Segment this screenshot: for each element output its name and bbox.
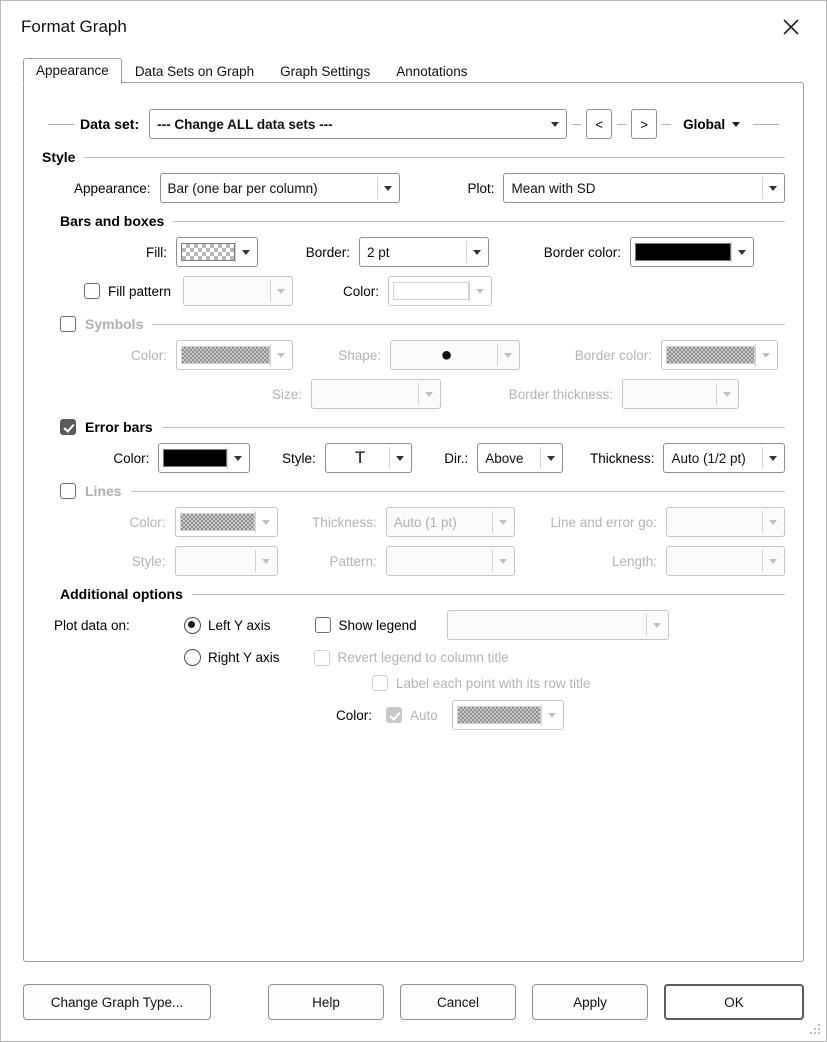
fill-swatch xyxy=(181,243,235,261)
symbol-color-swatch xyxy=(181,346,270,364)
chevron-down-icon xyxy=(653,623,661,628)
plot-value: Mean with SD xyxy=(511,180,596,196)
scope-dropdown-button[interactable] xyxy=(676,109,747,139)
resize-grip[interactable] xyxy=(809,1024,821,1036)
line-style-select[interactable] xyxy=(175,546,278,576)
group-rule xyxy=(131,491,785,492)
border-color-combo[interactable] xyxy=(630,237,754,267)
additional-row-3 xyxy=(42,675,785,691)
bars-group-title: Bars and boxes xyxy=(60,213,165,229)
auto-color-swatch xyxy=(457,706,541,724)
pattern-color-swatch xyxy=(393,282,469,300)
line-color-label: Color: xyxy=(129,514,166,530)
plot-label: Plot: xyxy=(467,180,495,196)
auto-label: Auto xyxy=(410,707,438,723)
rule-mid-2 xyxy=(617,124,626,125)
dataset-select-value: --- Change ALL data sets --- xyxy=(157,116,333,132)
fill-label: Fill: xyxy=(146,244,167,260)
rule-right xyxy=(753,124,779,125)
error-bars-checkbox[interactable] xyxy=(60,419,76,435)
label-each-point-checkbox[interactable] xyxy=(372,675,388,691)
group-rule xyxy=(152,324,785,325)
error-bar-color-swatch xyxy=(163,449,227,467)
legend-select[interactable] xyxy=(447,610,669,640)
error-bars-group-title: Error bars xyxy=(85,419,153,435)
group-rule xyxy=(173,221,785,222)
group-rule xyxy=(192,594,785,595)
chevron-down-icon xyxy=(384,186,392,191)
apply-button[interactable]: Apply xyxy=(532,984,648,1020)
lines-row-2 xyxy=(42,546,785,576)
left-y-axis-label: Left Y axis xyxy=(208,617,271,633)
error-bar-style-value: T xyxy=(354,448,366,467)
error-bar-color-combo[interactable] xyxy=(158,443,250,473)
border-color-label: Border color: xyxy=(543,244,621,260)
chevron-down-icon xyxy=(547,456,555,461)
right-y-axis-radio[interactable] xyxy=(184,649,201,666)
chevron-down-icon xyxy=(769,186,777,191)
chevron-down-icon xyxy=(504,353,512,358)
dataset-label: Data set: xyxy=(80,116,140,132)
appearance-label: Appearance: xyxy=(73,180,151,196)
auto-color-combo[interactable] xyxy=(452,700,564,730)
line-thickness-value: Auto (1 pt) xyxy=(393,514,457,530)
pattern-color-label: Color: xyxy=(343,283,380,299)
chevron-down-icon xyxy=(723,392,731,397)
border-label: Border: xyxy=(305,244,350,260)
revert-legend-checkbox[interactable] xyxy=(314,650,330,666)
plot-select[interactable] xyxy=(503,173,785,203)
line-pattern-select[interactable] xyxy=(386,546,515,576)
chevron-down-icon xyxy=(769,520,777,525)
tab-appearance[interactable]: Appearance xyxy=(23,58,122,84)
lines-group xyxy=(42,483,785,576)
line-color-swatch xyxy=(180,513,255,531)
bars-row-1 xyxy=(42,237,785,267)
auto-color-checkbox[interactable] xyxy=(386,707,402,723)
group-rule xyxy=(84,157,785,158)
symbol-color-label: Color: xyxy=(130,347,167,363)
error-bar-thickness-label: Thickness: xyxy=(589,450,655,466)
next-dataset-button[interactable]: > xyxy=(631,109,657,139)
tab-graph-settings[interactable]: Graph Settings xyxy=(280,64,371,79)
dialog-footer xyxy=(1,963,826,1041)
symbols-row-2 xyxy=(42,379,785,409)
chevron-down-icon xyxy=(499,520,507,525)
symbol-size-select[interactable] xyxy=(311,379,441,409)
rule-mid-1 xyxy=(572,124,581,125)
error-bar-style-select[interactable] xyxy=(325,443,413,473)
symbol-border-thickness-select[interactable] xyxy=(622,379,739,409)
chevron-down-icon xyxy=(738,250,746,255)
symbol-color-combo[interactable] xyxy=(176,340,293,370)
error-bar-thickness-select[interactable] xyxy=(663,443,785,473)
line-length-select[interactable] xyxy=(666,546,785,576)
line-pattern-label: Pattern: xyxy=(329,553,377,569)
symbol-shape-label: Shape: xyxy=(338,347,381,363)
chevron-down-icon xyxy=(732,122,740,127)
error-bar-dir-select[interactable] xyxy=(477,443,563,473)
symbols-checkbox[interactable] xyxy=(60,316,76,332)
chevron-down-icon xyxy=(234,456,242,461)
symbol-size-label: Size: xyxy=(271,386,302,402)
rule-mid-3 xyxy=(662,124,671,125)
chevron-down-icon xyxy=(396,456,404,461)
chevron-down-icon xyxy=(262,559,270,564)
additional-row-2 xyxy=(42,649,785,666)
show-legend-checkbox[interactable] xyxy=(315,617,331,633)
line-and-error-go-select[interactable] xyxy=(666,507,785,537)
lines-group-title: Lines xyxy=(85,483,122,499)
chevron-down-icon xyxy=(473,250,481,255)
show-legend-label: Show legend xyxy=(338,617,417,633)
fill-pattern-checkbox[interactable] xyxy=(84,283,100,299)
symbols-group-title: Symbols xyxy=(85,316,144,332)
revert-legend-label: Revert legend to column title xyxy=(337,650,509,665)
rule-left xyxy=(48,124,74,125)
border-color-swatch xyxy=(635,243,731,261)
additional-row-4 xyxy=(42,700,785,730)
border-width-value: 2 pt xyxy=(367,244,390,260)
additional-row-1 xyxy=(42,610,785,640)
dataset-row xyxy=(42,109,785,139)
error-bars-group xyxy=(42,419,785,473)
fill-color-combo[interactable] xyxy=(176,237,258,267)
symbol-shape-select[interactable] xyxy=(390,340,520,370)
chevron-down-icon xyxy=(242,250,250,255)
line-thickness-label: Thickness: xyxy=(312,514,377,530)
right-y-axis-label: Right Y axis xyxy=(208,650,280,665)
pattern-color-combo[interactable] xyxy=(388,276,492,306)
style-group xyxy=(42,149,785,203)
chevron-down-icon xyxy=(277,289,285,294)
prev-dataset-button[interactable]: < xyxy=(586,109,612,139)
bars-row-2 xyxy=(42,276,785,306)
line-and-error-go-label: Line and error go: xyxy=(550,514,658,530)
error-bar-dir-value: Above xyxy=(485,450,524,466)
error-bar-style-label: Style: xyxy=(282,450,316,466)
line-style-label: Style: xyxy=(131,553,166,569)
additional-options-group xyxy=(42,586,785,730)
tab-data-sets-on-graph[interactable]: Data Sets on Graph xyxy=(134,64,255,79)
error-bar-color-label: Color: xyxy=(113,450,150,466)
auto-color-label: Color: xyxy=(335,707,372,723)
error-bars-row xyxy=(42,443,785,473)
appearance-panel xyxy=(23,82,804,962)
symbol-border-color-combo[interactable] xyxy=(661,340,778,370)
symbol-border-color-swatch xyxy=(666,346,755,364)
tab-annotations[interactable]: Annotations xyxy=(396,64,468,79)
chevron-down-icon xyxy=(277,353,285,358)
style-row xyxy=(42,173,785,203)
chevron-down-icon xyxy=(548,713,556,718)
fill-pattern-label: Fill pattern xyxy=(108,283,172,299)
symbol-border-color-label: Border color: xyxy=(574,347,652,363)
scope-label: Global xyxy=(683,116,726,132)
lines-checkbox[interactable] xyxy=(60,483,76,499)
chevron-down-icon xyxy=(769,559,777,564)
chevron-down-icon xyxy=(762,353,770,358)
ok-button[interactable]: OK xyxy=(664,984,804,1020)
chevron-down-icon xyxy=(425,392,433,397)
close-icon[interactable] xyxy=(774,10,808,44)
bars-and-boxes-group xyxy=(42,213,785,306)
help-button[interactable]: Help xyxy=(268,984,384,1020)
symbol-border-thickness-label: Border thickness: xyxy=(508,386,613,402)
group-rule xyxy=(162,427,785,428)
style-group-title: Style xyxy=(42,149,76,165)
dataset-select[interactable] xyxy=(149,109,567,139)
line-color-combo[interactable] xyxy=(175,507,278,537)
window-title: Format Graph xyxy=(21,17,127,36)
tab-bar xyxy=(1,53,826,83)
label-each-point-label: Label each point with its row title xyxy=(396,675,591,691)
chevron-down-icon xyxy=(769,456,777,461)
symbols-row-1 xyxy=(42,340,785,370)
fill-pattern-select[interactable] xyxy=(183,276,293,306)
error-bar-thickness-value: Auto (1/2 pt) xyxy=(671,450,746,466)
title-bar xyxy=(1,1,826,53)
border-width-select[interactable] xyxy=(359,237,489,267)
lines-row-1 xyxy=(42,507,785,537)
chevron-down-icon xyxy=(476,289,484,294)
appearance-select[interactable] xyxy=(160,173,400,203)
additional-options-title: Additional options xyxy=(60,586,183,602)
chevron-down-icon xyxy=(262,520,270,525)
chevron-down-icon xyxy=(551,122,559,127)
appearance-value: Bar (one bar per column) xyxy=(167,180,318,196)
line-length-label: Length: xyxy=(611,553,658,569)
error-bar-dir-label: Dir.: xyxy=(444,450,469,466)
plot-data-on-label: Plot data on: xyxy=(54,617,130,633)
change-graph-type-button[interactable]: Change Graph Type... xyxy=(23,984,211,1020)
cancel-button[interactable]: Cancel xyxy=(400,984,516,1020)
symbol-shape-value: ● xyxy=(440,344,453,366)
left-y-axis-radio[interactable] xyxy=(184,617,201,634)
chevron-down-icon xyxy=(499,559,507,564)
line-thickness-select[interactable] xyxy=(386,507,515,537)
symbols-group xyxy=(42,316,785,409)
